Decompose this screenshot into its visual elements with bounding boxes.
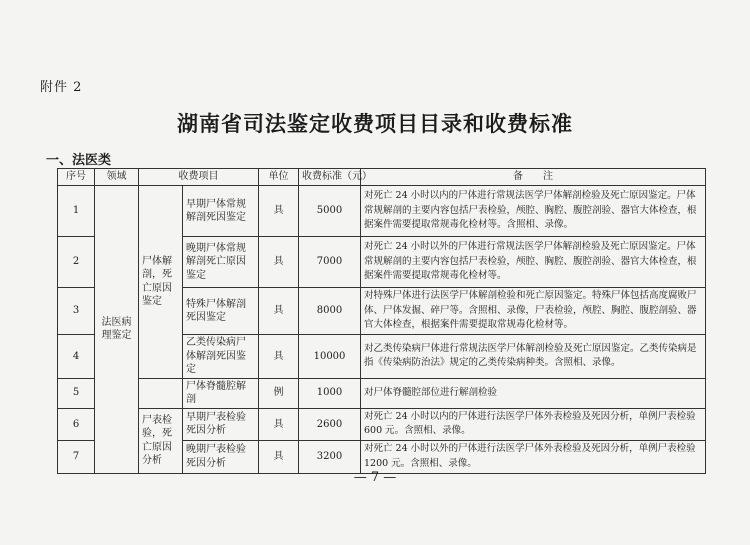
header-no: 序号 <box>58 169 95 186</box>
row-unit: 例 <box>259 378 299 408</box>
header-fee: 收费标准（元） <box>299 169 361 186</box>
row-unit: 具 <box>259 186 299 237</box>
table-row <box>58 408 706 440</box>
row-no: 6 <box>58 408 95 440</box>
table-row <box>58 186 706 237</box>
row-no: 4 <box>58 335 95 379</box>
row-item: 晚期尸体常规解剖死亡原因鉴定 <box>183 237 259 288</box>
row-item: 乙类传染病尸体解剖死因鉴定 <box>183 335 259 379</box>
row-no: 1 <box>58 186 95 237</box>
group-cell: 尸体解剖，死亡原因鉴定 <box>139 186 183 379</box>
row-note: 对死亡 24 小时以内的尸体进行法医学尸体外表检验及死因分析，单例尸表检验 600 元。含照相、录像。 <box>361 408 706 440</box>
header-item: 收费项目 <box>139 169 259 186</box>
group-cell: 尸表检验，死亡原因分析 <box>139 408 183 473</box>
row-fee: 3200 <box>299 441 361 473</box>
row-fee: 7000 <box>299 237 361 288</box>
row-fee: 8000 <box>299 288 361 335</box>
header-note: 备 注 <box>361 169 706 186</box>
row-fee: 2600 <box>299 408 361 440</box>
table-header-row <box>58 169 706 186</box>
page-number: — 7 — <box>353 470 397 485</box>
row-item: 早期尸表检验死因分析 <box>183 408 259 440</box>
row-no: 3 <box>58 288 95 335</box>
row-unit: 具 <box>259 408 299 440</box>
attachment-label: 附件 2 <box>40 80 83 95</box>
row-item: 尸体脊髓腔解剖 <box>183 378 259 408</box>
row-note: 对死亡 24 小时以外的尸体进行常规法医学尸体解剖检验及死亡原因鉴定。尸体常规解剖的主要内容包括尸表检验，颅腔、胸腔、腹腔剖验、器官大体检查，根据案件需要提取常规毒化检材等。 <box>361 237 706 288</box>
section-heading: 一、法医类 <box>46 153 112 168</box>
row-note: 对尸体脊髓腔部位进行解剖检验 <box>361 378 706 408</box>
domain-cell: 法医病理鉴定 <box>95 186 139 474</box>
row-fee: 10000 <box>299 335 361 379</box>
row-unit: 具 <box>259 288 299 335</box>
row-unit: 具 <box>259 237 299 288</box>
row-no: 5 <box>58 378 95 408</box>
row-item: 特殊尸体解剖死因鉴定 <box>183 288 259 335</box>
row-item: 晚期尸表检验死因分析 <box>183 441 259 473</box>
document-title: 湖南省司法鉴定收费项目目录和收费标准 <box>177 112 573 136</box>
header-unit: 单位 <box>259 169 299 186</box>
row-note: 对死亡 24 小时以内的尸体进行常规法医学尸体解剖检验及死亡原因鉴定。尸体常规解剖的主要内容包括尸表检验，颅腔、胸腔、腹腔剖验、器官大体检查，根据案件需要提取常规毒化检材等。含照相、录像。 <box>361 186 706 237</box>
row-unit: 具 <box>259 441 299 473</box>
row-note: 对死亡 24 小时以外的尸体进行法医学尸体外表检验及死因分析，单例尸表检验 1200 元。含照相、录像。 <box>361 441 706 473</box>
row-fee: 1000 <box>299 378 361 408</box>
row-fee: 5000 <box>299 186 361 237</box>
row-note: 对特殊尸体进行法医学尸体解剖检验和死亡原因鉴定。特殊尸体包括高度腐败尸体、尸体发掘、碎尸等。含照相、录像，尸表检验，颅腔、胸腔、腹腔剖验、器官大体检查，根据案件需要提取常规毒化检材等。 <box>361 288 706 335</box>
header-domain: 领域 <box>95 169 139 186</box>
row-item: 早期尸体常规解剖死因鉴定 <box>183 186 259 237</box>
group-cell-empty <box>139 378 183 408</box>
row-no: 7 <box>58 441 95 473</box>
row-no: 2 <box>58 237 95 288</box>
fee-table <box>57 168 706 474</box>
table-row <box>58 378 706 408</box>
row-unit: 具 <box>259 335 299 379</box>
row-note: 对乙类传染病尸体进行常规法医学尸体解剖检验及死亡原因鉴定。乙类传染病是指《传染病防治法》规定的乙类传染病种类。含照相、录像。 <box>361 335 706 379</box>
